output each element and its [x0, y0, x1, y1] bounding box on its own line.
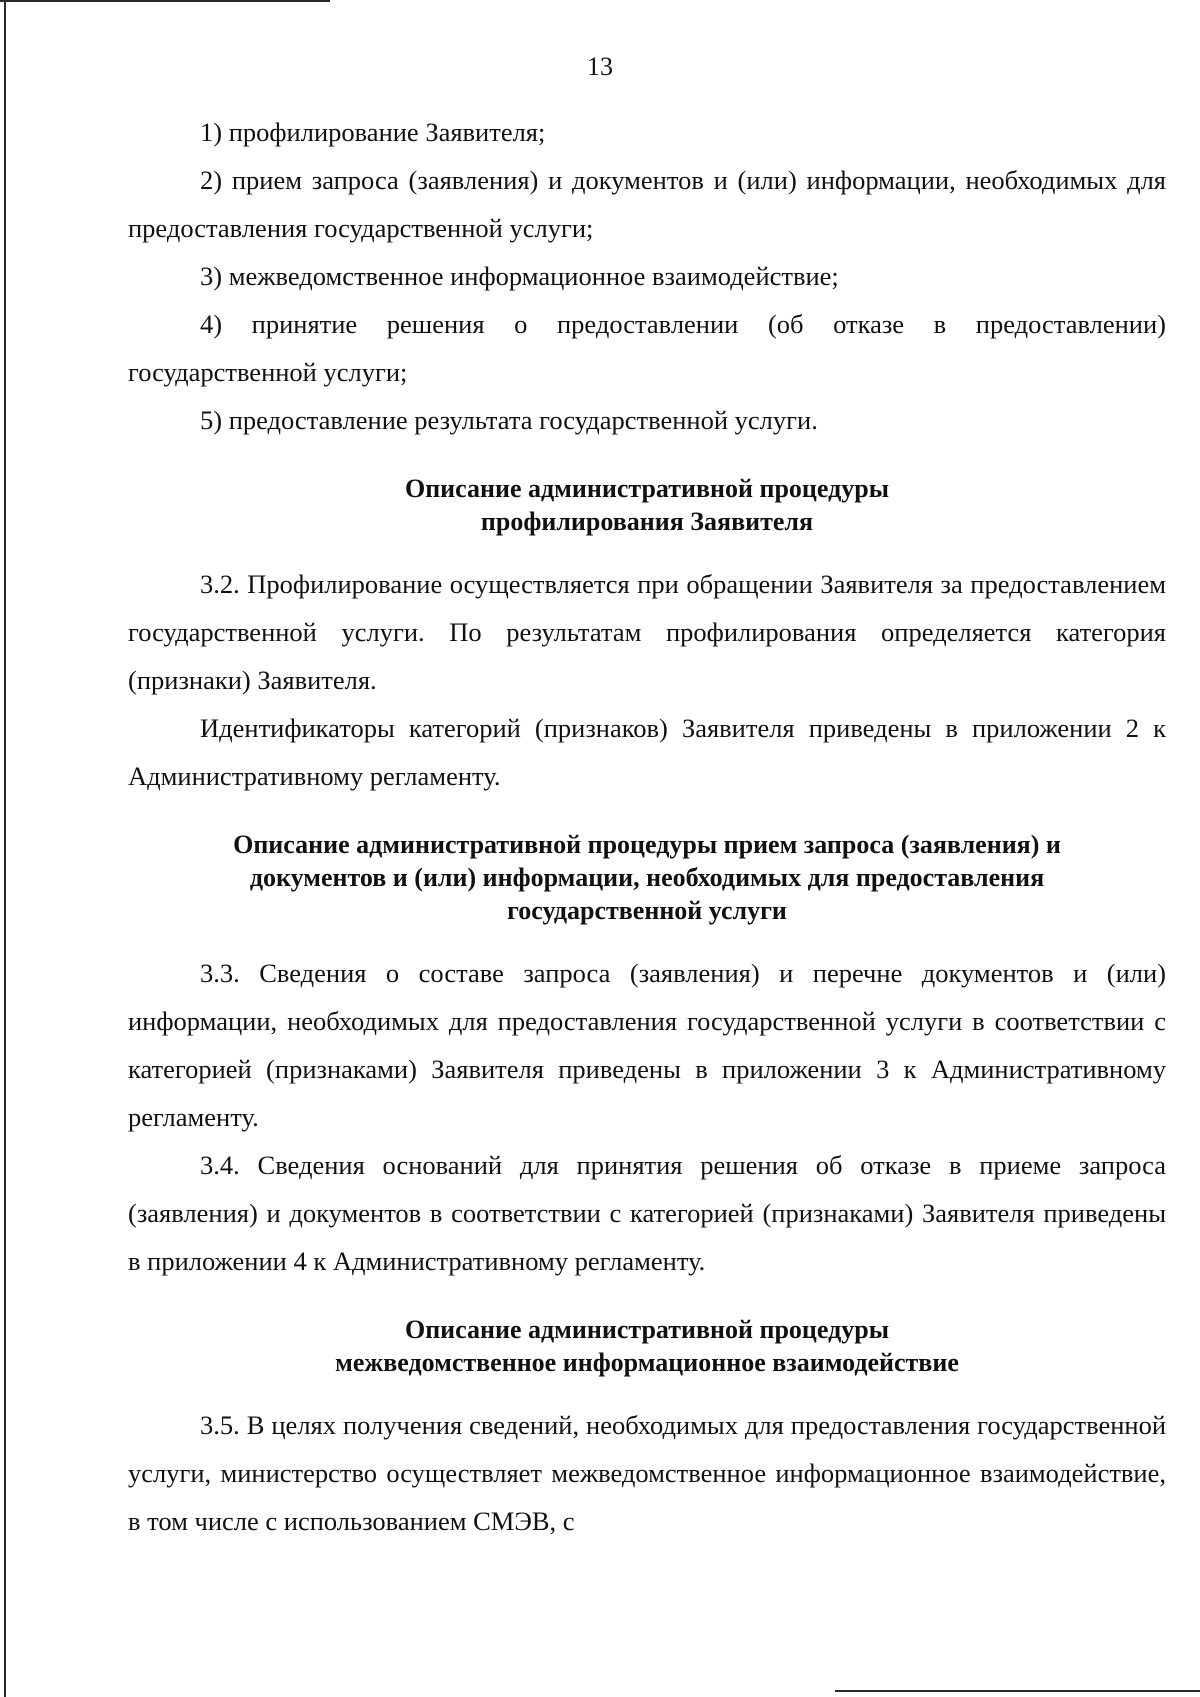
scan-edge-top	[0, 0, 330, 2]
heading-line: Описание административной процедуры	[404, 474, 890, 503]
spacer	[128, 800, 1166, 828]
page-number: 13	[587, 52, 613, 81]
spacer	[128, 444, 1166, 472]
heading-line: профилирования Заявителя	[480, 507, 814, 536]
heading-line: Описание административной процедуры	[404, 1315, 890, 1344]
document-body	[128, 108, 1166, 1545]
spacer	[128, 1379, 1166, 1401]
list-item-3: 3) межведомственное информационное взаимодействие;	[200, 261, 839, 291]
list-item-4: 4) принятие решения о предоставлении (об отказе в предоставлении) государственной услуги;	[128, 309, 1166, 387]
heading-line: Описание административной процедуры прием запроса (заявления) и	[233, 830, 1061, 859]
section-heading-profiling	[128, 472, 1166, 538]
paragraph-3-2: 3.2. Профилирование осуществляется при обращении Заявителя за предоставлением государственной услуги. По результатам профилирования определяется категория (признаки) Заявителя.	[128, 569, 1166, 695]
list-item-5: 5) предоставление результата государственной услуги.	[200, 405, 818, 435]
paragraph-3-5: 3.5. В целях получения сведений, необходимых для предоставления государственной услуги, министерство осуществляет межведомственное информационное взаимодействие, в том числе с использованием СМЭВ, с	[128, 1410, 1166, 1536]
paragraph-3-3: 3.3. Сведения о составе запроса (заявления) и перечне документов и (или) информации, необходимых для предоставления государственной услуги в соответствии с категорией (признаками) Заявителя приведены в приложении 3 к Административному регламенту.	[128, 958, 1166, 1132]
section-heading-request-intake	[128, 828, 1166, 927]
scan-edge-bottom	[835, 1690, 1200, 1692]
list-item-2: 2) прием запроса (заявления) и документов и (или) информации, необходимых для предоставления государственной услуги;	[128, 165, 1166, 243]
list-item-1: 1) профилирование Заявителя;	[200, 117, 546, 147]
spacer	[128, 1285, 1166, 1313]
spacer	[128, 927, 1166, 949]
heading-line: межведомственное информационное взаимодействие	[335, 1348, 959, 1377]
scan-edge-left	[4, 0, 6, 1697]
section-heading-interagency	[128, 1313, 1166, 1379]
paragraph-identifiers: Идентификаторы категорий (признаков) Заявителя приведены в приложении 2 к Административному регламенту.	[128, 713, 1166, 791]
heading-line: документов и (или) информации, необходимых для предоставления	[249, 863, 1045, 892]
heading-line: государственной услуги	[507, 896, 787, 925]
paragraph-3-4: 3.4. Сведения оснований для принятия решения об отказе в приеме запроса (заявления) и документов в соответствии с категорией (признаками) Заявителя приведены в приложении 4 к Административному регламенту.	[128, 1150, 1166, 1276]
spacer	[128, 538, 1166, 560]
